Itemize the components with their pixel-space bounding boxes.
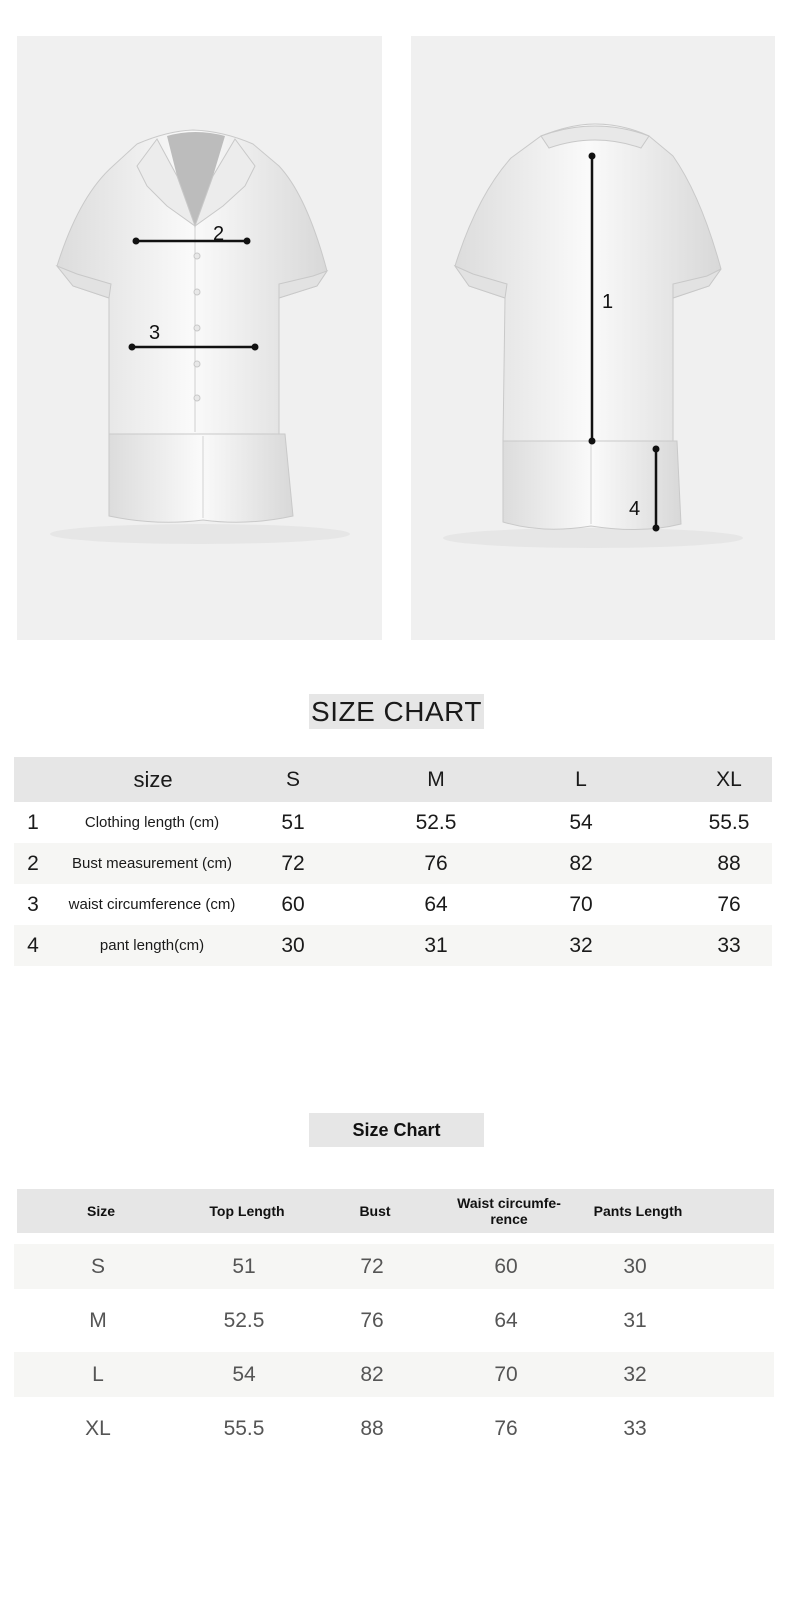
row-number: 2 (27, 851, 39, 875)
cell-s: 30 (281, 933, 305, 957)
header-pants-length: Pants Length (593, 1203, 683, 1219)
row-number: 3 (27, 892, 39, 916)
size-chart-title-secondary: Size Chart (309, 1113, 484, 1147)
waist-measure-label: 3 (149, 322, 161, 344)
cell-m: 52.5 (415, 810, 457, 834)
cell-top-length: 51 (232, 1254, 256, 1278)
cell-xl: 33 (717, 933, 741, 957)
cell-top-length: 52.5 (223, 1308, 265, 1332)
header-top-length: Top Length (209, 1203, 285, 1219)
size-chart-title: SIZE CHART (309, 694, 484, 729)
cell-s: 72 (281, 851, 305, 875)
cell-waist: 64 (494, 1308, 518, 1332)
cell-l: 32 (569, 933, 593, 957)
cell-l: 70 (569, 892, 593, 916)
back-garment-image (411, 36, 775, 640)
header-size-m: M (427, 767, 445, 791)
cell-top-length: 54 (232, 1362, 256, 1386)
table-row (14, 1352, 774, 1397)
cell-m: 31 (424, 933, 448, 957)
cell-bust: 76 (360, 1308, 384, 1332)
row-number: 4 (27, 933, 39, 957)
header-size: Size (86, 1203, 115, 1219)
cell-pants-length: 30 (623, 1254, 647, 1278)
header-size-label: size (133, 766, 173, 792)
table-row (14, 802, 772, 843)
cell-size: L (92, 1362, 104, 1386)
cell-size: M (89, 1308, 107, 1332)
cell-s: 51 (281, 810, 305, 834)
header-bust: Bust (359, 1203, 391, 1219)
cell-m: 76 (424, 851, 448, 875)
cell-top-length: 55.5 (223, 1416, 265, 1440)
header-size-xl: XL (716, 767, 742, 791)
cell-bust: 82 (360, 1362, 384, 1386)
row-label: waist circumference (cm) (68, 896, 236, 913)
row-number: 1 (27, 810, 39, 834)
header-size-s: S (285, 767, 300, 791)
table-row (14, 1406, 774, 1451)
table-header-row (14, 757, 772, 802)
front-garment-image (17, 36, 382, 640)
cell-pants-length: 32 (623, 1362, 647, 1386)
cell-waist: 60 (494, 1254, 518, 1278)
cell-waist: 76 (494, 1416, 518, 1440)
cell-bust: 88 (360, 1416, 384, 1440)
cell-m: 64 (424, 892, 448, 916)
table-row (14, 1298, 774, 1343)
cell-xl: 55.5 (708, 810, 750, 834)
cell-xl: 76 (717, 892, 741, 916)
row-label: pant length(cm) (99, 937, 205, 954)
size-chart-table-secondary (14, 1189, 774, 1451)
cell-s: 60 (281, 892, 305, 916)
cell-waist: 70 (494, 1362, 518, 1386)
table-row (14, 843, 772, 884)
table-row (14, 884, 772, 925)
cell-l: 54 (569, 810, 593, 834)
row-label: Bust measurement (cm) (71, 855, 233, 872)
cell-pants-length: 33 (623, 1416, 647, 1440)
table-row (14, 1244, 774, 1289)
header-size-l: L (575, 767, 587, 791)
cell-xl: 88 (717, 851, 741, 875)
bust-measure-label: 2 (213, 223, 225, 245)
cell-pants-length: 31 (623, 1308, 647, 1332)
pant-measure-label: 4 (629, 498, 641, 520)
table-header-row (17, 1189, 774, 1233)
header-waist: Waist circumfe- rence (457, 1195, 561, 1227)
cell-bust: 72 (360, 1254, 384, 1278)
cell-size: XL (85, 1416, 111, 1440)
row-label: Clothing length (cm) (84, 814, 220, 831)
cell-l: 82 (569, 851, 593, 875)
size-chart-table (14, 757, 772, 966)
cell-size: S (90, 1254, 105, 1278)
length-measure-label: 1 (602, 291, 614, 313)
table-row (14, 925, 772, 966)
